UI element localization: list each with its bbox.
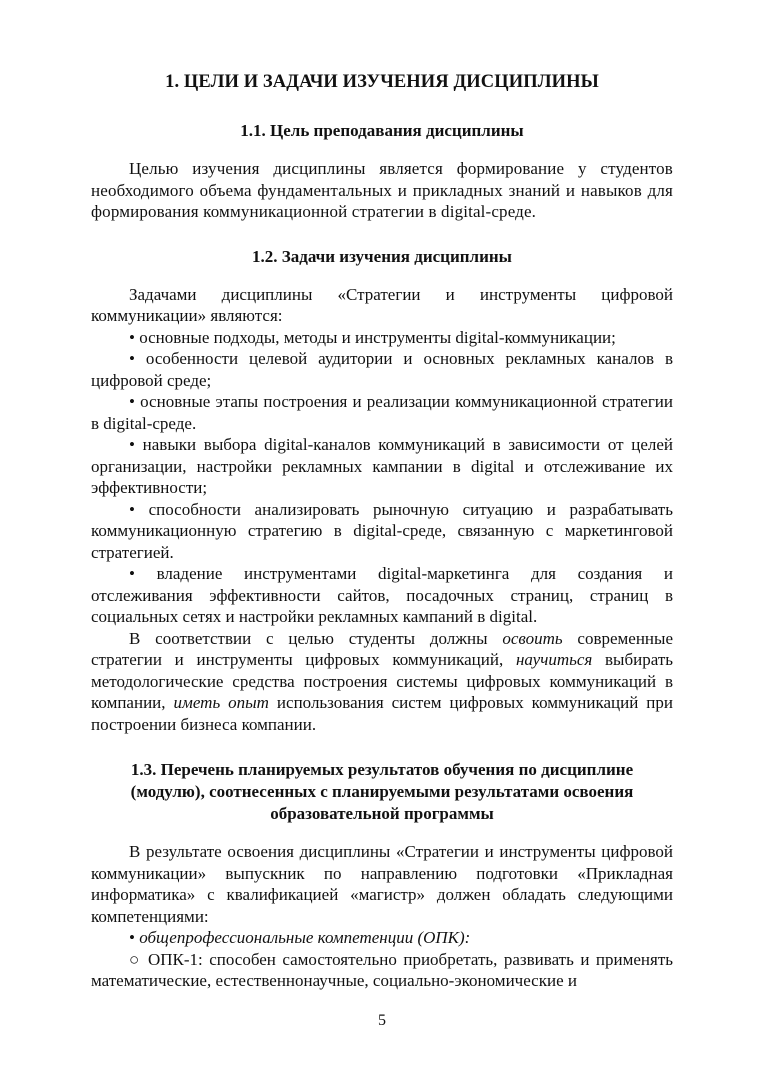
- tasks-intro: Задачами дисциплины «Стратегии и инструменты цифровой коммуникации» являются:: [91, 284, 673, 325]
- chapter-heading: 1. ЦЕЛИ И ЗАДАЧИ ИЗУЧЕНИЯ ДИСЦИПЛИНЫ: [165, 72, 599, 92]
- goals-text-2: современные стратегии и инструменты цифровых коммуникаций,: [91, 628, 673, 669]
- task-item: • владение инструментами digital-маркетинга для создания и отслеживания эффективности сайтов, посадочных страниц, страниц в социальных сетях и настройки рекламных кампаний в digital.: [91, 564, 673, 626]
- section-1-3-title-line: образовательной программы: [270, 804, 494, 823]
- task-item: • особенности целевой аудитории и основных рекламных каналов в цифровой среде;: [91, 349, 673, 390]
- page-content: [91, 70, 673, 992]
- page-number: 5: [378, 1012, 386, 1029]
- results-intro: В результате освоения дисциплины «Стратегии и инструменты цифровой коммуникации» выпускник по направлению подготовки «Прикладная информатика» с квалификацией «магистр» должен обладать следующими компетенциями:: [91, 842, 673, 926]
- opk-1-item: ○ ОПК-1: способен самостоятельно приобретать, развивать и применять математические, естественнонаучные, социально-экономические и: [91, 949, 673, 990]
- goals-text-1: В соответствии с целью студенты должны: [129, 628, 503, 648]
- task-item: • основные этапы построения и реализации коммуникационной стратегии в digital-среде.: [91, 392, 673, 433]
- goals-text-4: использования систем цифровых коммуникаций при построении бизнеса компании.: [91, 693, 673, 734]
- section-1-3-title: [91, 759, 673, 825]
- goals-emphasis-experience: иметь опыт: [173, 693, 269, 712]
- section-1-2-title: 1.2. Задачи изучения дисциплины: [252, 246, 512, 266]
- learning-goals-paragraph: [91, 628, 673, 736]
- section-1-1-text: Целью изучения дисциплины является формирование у студентов необходимого объема фундаментальных и прикладных знаний и навыков для формирования коммуникационной стратегии в digital-среде.: [91, 159, 673, 221]
- task-item: • способности анализировать рыночную ситуацию и разрабатывать коммуникационную стратегию в digital-среде, связанную с маркетинговой стратегией.: [91, 499, 673, 562]
- goals-emphasis-master: освоить: [502, 628, 563, 648]
- section-1-3-title-line: 1.3. Перечень планируемых результатов обучения по дисциплине: [130, 760, 634, 779]
- goals-emphasis-learn: научиться: [515, 650, 593, 669]
- opk-label: общепрофессиональные компетенции (ОПК):: [139, 928, 471, 947]
- opk-heading: [91, 927, 673, 949]
- section-1-3-title-line: (модулю), соотнесенных с планируемыми результатами освоения: [130, 782, 634, 801]
- section-1-1-title: 1.1. Цель преподавания дисциплины: [240, 121, 524, 140]
- bullet-icon: •: [129, 928, 140, 947]
- task-item: • навыки выбора digital-каналов коммуникаций в зависимости от целей организации, настройки рекламных кампании в digital и отслеживание их эффективности;: [91, 435, 673, 497]
- goals-text-3: выбирать методологические средства построения системы цифровых коммуникаций в компании,: [91, 650, 674, 712]
- task-item: • основные подходы, методы и инструменты digital-коммуникации;: [129, 327, 616, 347]
